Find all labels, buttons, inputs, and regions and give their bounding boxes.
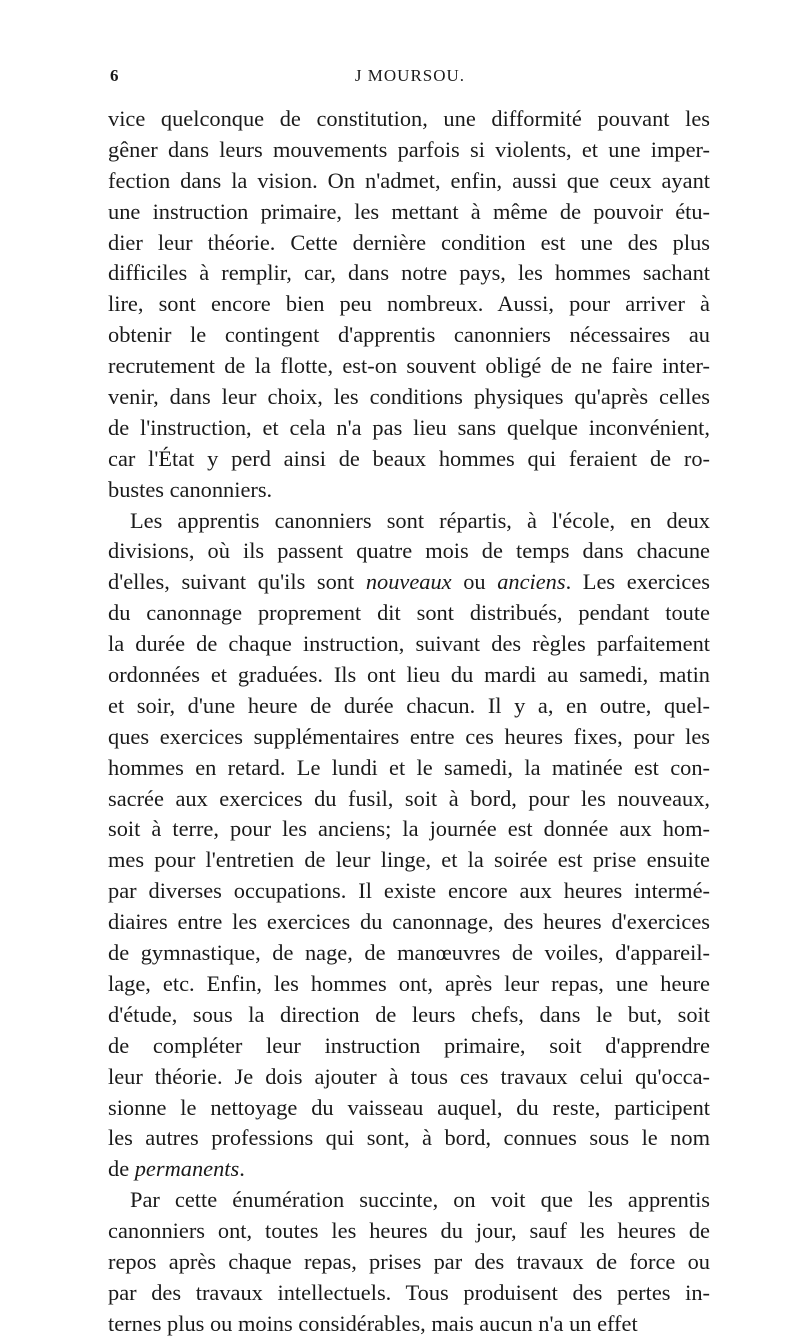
text-line: gêner dans leurs mouvements parfois si violents, et une imper-: [108, 136, 710, 162]
text-line: les autres professions qui sont, à bord, connues sous le nom: [108, 1125, 710, 1151]
text-line: soit à terre, pour les anciens; la journée est donnée aux hom-: [108, 816, 710, 842]
italic-term: anciens: [497, 569, 566, 595]
text-line: et soir, d'une heure de durée chacun. Il y a, en outre, quel-: [108, 692, 710, 718]
running-head: J MOURSOU.: [354, 66, 466, 85]
body-text: [108, 104, 710, 1340]
paragraph: [108, 1185, 710, 1339]
text-line: Par cette énumération succinte, on voit que les apprentis: [130, 1187, 710, 1213]
text-line: leur théorie. Je dois ajouter à tous ces travaux celui qu'occa-: [108, 1063, 710, 1089]
paragraph: [108, 104, 710, 506]
text-line: hommes en retard. Le lundi et le samedi, la matinée est con-: [108, 754, 710, 780]
text-line: d'elles, suivant qu'ils sont nouveaux ou anciens. Les exercices: [108, 569, 710, 595]
page-number: 6: [110, 66, 120, 85]
text-line: mes pour l'entretien de leur linge, et la soirée est prise ensuite: [108, 847, 710, 873]
text-line: ternes plus ou moins considérables, mais aucun n'a un effet: [108, 1310, 638, 1336]
text-line: obtenir le contingent d'apprentis canonniers nécessaires au: [108, 322, 710, 348]
text-line: de permanents.: [108, 1156, 245, 1182]
text-line: canonniers ont, toutes les heures du jour, sauf les heures de: [108, 1218, 710, 1244]
text-line: car l'État y perd ainsi de beaux hommes qui feraient de ro-: [108, 445, 710, 471]
text-line: recrutement de la flotte, est-on souvent obligé de ne faire inter-: [108, 353, 710, 379]
text-line: d'étude, sous la direction de leurs chefs, dans le but, soit: [108, 1001, 710, 1027]
text-line: sacrée aux exercices du fusil, soit à bord, pour les nouveaux,: [108, 785, 710, 811]
text-line: vice quelconque de constitution, une difformité pouvant les: [108, 106, 710, 131]
text-line: par diverses occupations. Il existe encore aux heures intermé-: [108, 878, 710, 904]
text-line: de l'instruction, et cela n'a pas lieu sans quelque inconvénient,: [108, 414, 710, 440]
text-line: du canonnage proprement dit sont distribués, pendant toute: [108, 600, 710, 626]
italic-term: permanents: [134, 1156, 240, 1182]
text-line: la durée de chaque instruction, suivant des règles parfaitement: [108, 631, 710, 657]
text-line: divisions, où ils passent quatre mois de temps dans chacune: [108, 538, 710, 564]
text-line: ques exercices supplémentaires entre ces heures fixes, pour les: [108, 723, 710, 749]
text-line: ordonnées et graduées. Ils ont lieu du mardi au samedi, matin: [108, 662, 710, 688]
text-line: fection dans la vision. On n'admet, enfin, aussi que ceux ayant: [108, 167, 710, 193]
text-line: une instruction primaire, les mettant à même de pouvoir étu-: [108, 198, 710, 224]
text-line: par des travaux intellectuels. Tous produisent des pertes in-: [108, 1279, 710, 1305]
text-line: de gymnastique, de nage, de manœuvres de voiles, d'appareil-: [108, 940, 710, 966]
text-line: repos après chaque repas, prises par des travaux de force ou: [108, 1248, 710, 1274]
text-line: dier leur théorie. Cette dernière condition est une des plus: [108, 229, 710, 255]
text-line: venir, dans leur choix, les conditions physiques qu'après celles: [108, 384, 710, 410]
paragraph: [108, 506, 710, 1186]
text-line: sionne le nettoyage du vaisseau auquel, du reste, participent: [108, 1094, 710, 1120]
text-line: diaires entre les exercices du canonnage, des heures d'exercices: [108, 909, 710, 935]
text-line: de compléter leur instruction primaire, soit d'apprendre: [108, 1032, 710, 1058]
text-line: difficiles à remplir, car, dans notre pays, les hommes sachant: [108, 260, 710, 286]
text-line: lage, etc. Enfin, les hommes ont, après leur repas, une heure: [108, 970, 710, 996]
italic-term: nouveaux: [365, 569, 452, 595]
text-line: lire, sont encore bien peu nombreux. Aussi, pour arriver à: [108, 291, 710, 317]
text-line: Les apprentis canonniers sont répartis, à l'école, en deux: [130, 507, 710, 533]
text-line: bustes canonniers.: [108, 476, 273, 502]
page-header: [110, 66, 710, 96]
